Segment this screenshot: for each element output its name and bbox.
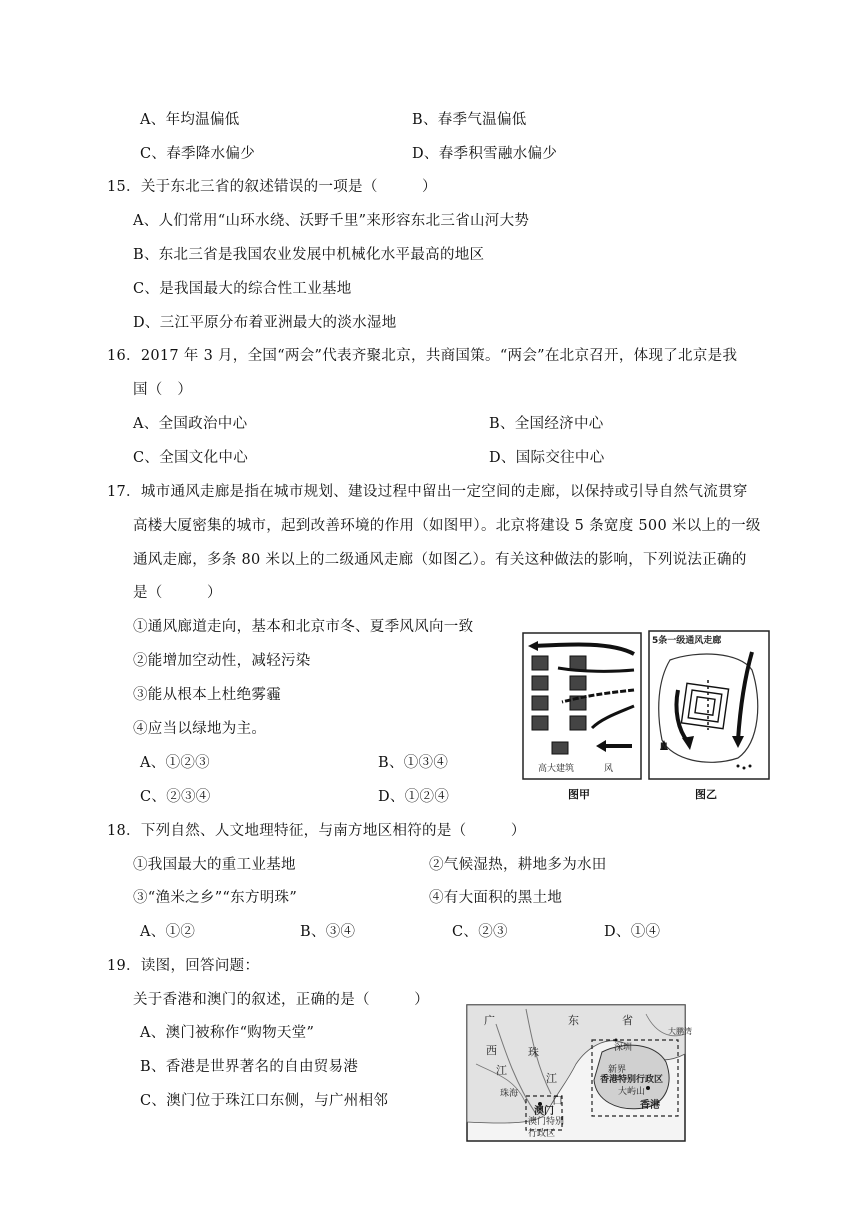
figure-jia-wind-label: 风 <box>604 764 614 774</box>
figure-jia-building-label: 高大建筑 <box>538 764 575 774</box>
figure-jia-ventilation-diagram <box>522 632 642 780</box>
map-label-hk-sar: 香港特别行政区 <box>600 1075 664 1085</box>
q16-option-a: A、全国政治中心 <box>133 416 248 432</box>
map-label-zhu: 珠 <box>528 1046 539 1059</box>
figure-yi-caption: 图乙 <box>695 788 717 801</box>
q18-option-c: C、②③ <box>452 924 508 940</box>
map-label-xi: 西 <box>486 1044 497 1057</box>
q17-statement-3: ③能从根本上杜绝雾霾 <box>133 687 281 703</box>
q17-stem-line2: 高楼大厦密集的城市，起到改善环境的作用（如图甲）。北京将建设 5 条宽度 500 米以上的一级 <box>133 518 761 534</box>
q19-sub-question: 关于香港和澳门的叙述，正确的是（ ） <box>133 992 429 1008</box>
map-label-dapeng: 大鹏湾 <box>668 1027 692 1036</box>
q19-stem: 19．读图，回答问题： <box>107 958 260 974</box>
q18-statement-2: ②气候湿热，耕地多为水田 <box>429 857 607 873</box>
q18-statement-1: ①我国最大的重工业基地 <box>133 857 296 873</box>
map-label-macau-sar-2: 行政区 <box>528 1129 556 1139</box>
q19-option-b: B、香港是世界著名的自由贸易港 <box>140 1059 359 1075</box>
map-label-hongkong: 香港 <box>640 1100 660 1111</box>
q16-option-c: C、全国文化中心 <box>133 450 248 466</box>
q14-option-c: C、春季降水偏少 <box>140 146 255 162</box>
map-label-dayushan: 大屿山 <box>618 1087 646 1097</box>
q18-statement-3: ③“渔米之乡”“东方明珠” <box>133 890 298 906</box>
q17-stem-line3: 通风走廊，多条 80 米以上的二级通风走廊（如图乙）。有关这种做法的影响，下列说法正确的 <box>133 552 747 568</box>
q17-statement-4: ④应当以绿地为主。 <box>133 721 267 737</box>
q16-option-b: B、全国经济中心 <box>489 416 604 432</box>
q18-stem: 18．下列自然、人文地理特征，与南方地区相符的是（ ） <box>107 823 526 839</box>
q17-option-d: D、①②④ <box>378 789 450 805</box>
map-label-kou: 口 <box>552 1094 563 1107</box>
map-label-jiang: 江 <box>546 1072 557 1085</box>
q14-option-a: A、年均温偏低 <box>140 112 240 128</box>
q14-option-b: B、春季气温偏低 <box>412 112 527 128</box>
figure-jia-caption: 图甲 <box>568 788 590 801</box>
map-label-macau: 澳门 <box>534 1106 554 1117</box>
map-label-shenzhen: 深圳 <box>614 1043 633 1053</box>
q19-option-c: C、澳门位于珠江口东侧，与广州相邻 <box>140 1093 389 1109</box>
q15-stem: 15．关于东北三省的叙述错误的一项是（ ） <box>107 179 437 195</box>
map-label-jiang-west: 江 <box>496 1064 507 1077</box>
map-label-guang: 广 <box>484 1014 495 1027</box>
q16-option-d: D、国际交往中心 <box>489 450 605 466</box>
north-arrow-icon: N <box>660 742 668 752</box>
q17-option-b: B、①③④ <box>378 755 449 771</box>
q14-option-d: D、春季积雪融水偏少 <box>412 146 558 162</box>
q18-option-b: B、③④ <box>300 924 356 940</box>
q17-stem-line4: 是（ ） <box>133 585 222 601</box>
map-label-dong: 东 <box>568 1014 579 1027</box>
map-label-zhuhai: 珠海 <box>500 1089 519 1099</box>
q17-statement-1: ①通风廊道走向，基本和北京市冬、夏季风风向一致 <box>133 619 474 635</box>
q15-option-b: B、东北三省是我国农业发展中机械化水平最高的地区 <box>133 247 485 263</box>
q15-option-a: A、人们常用“山环水绕、沃野千里”来形容东北三省山河大势 <box>133 213 530 229</box>
q17-option-a: A、①②③ <box>140 755 210 771</box>
q16-stem-line2: 国（ ） <box>133 382 193 398</box>
q16-stem-line1: 16．2017 年 3 月，全国“两会”代表齐聚北京，共商国策。“两会”在北京召开，体现了北京是我 <box>107 348 738 364</box>
figure-yi-title: 5条一级通风走廊 <box>652 636 722 646</box>
q17-stem-line1: 17．城市通风走廊是指在城市规划、建设过程中留出一定空间的走廊，以保持或引导自然气流贯穿 <box>107 484 748 500</box>
map-label-xinjie: 新界 <box>608 1065 627 1075</box>
q18-statement-4: ④有大面积的黑土地 <box>429 890 563 906</box>
q19-option-a: A、澳门被称作“购物天堂” <box>140 1025 315 1041</box>
map-label-macau-sar-1: 澳门特别 <box>528 1117 565 1127</box>
q18-option-a: A、①② <box>140 924 196 940</box>
map-label-sheng: 省 <box>622 1014 633 1027</box>
q17-option-c: C、②③④ <box>140 789 211 805</box>
q18-option-d: D、①④ <box>604 924 661 940</box>
figure-yi-beijing-corridor-map <box>648 630 770 780</box>
q17-statement-2: ②能增加空动性，减轻污染 <box>133 653 311 669</box>
q15-option-c: C、是我国最大的综合性工业基地 <box>133 281 352 297</box>
q15-option-d: D、三江平原分布着亚洲最大的淡水湿地 <box>133 315 397 331</box>
